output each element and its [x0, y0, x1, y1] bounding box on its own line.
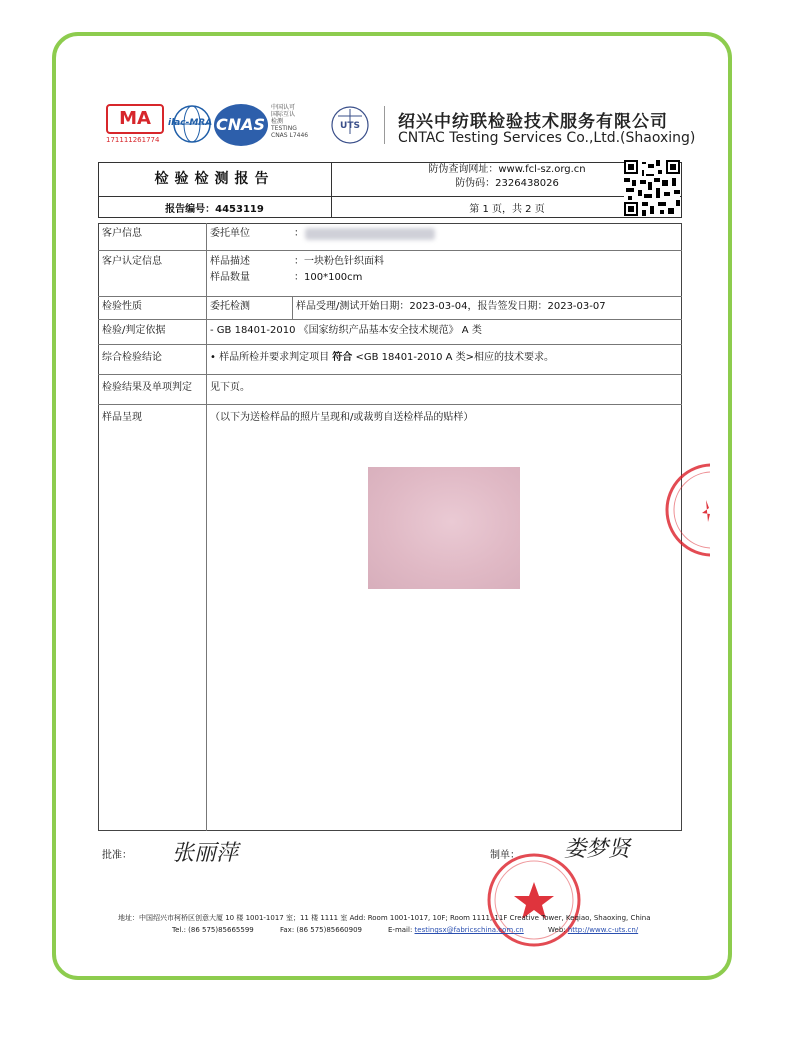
company-name-en: CNTAC Testing Services Co.,Ltd.(Shaoxing) — [398, 130, 696, 146]
cnas-logo: CNAS — [216, 115, 266, 134]
prepare-signature: 娄梦贤 — [564, 837, 631, 862]
sample-photo — [368, 467, 520, 589]
sample-qty-value: ：100*100cm — [294, 272, 363, 283]
web-link[interactable]: http://www.c-uts.cn/ — [567, 926, 639, 934]
sample-presentation-note: （以下为送检样品的照片呈现和/或裁剪自送检样品的贴样） — [210, 412, 474, 423]
nature-label: 检验性质 — [102, 301, 142, 312]
client-unit-field: 委托单位 — [210, 228, 250, 239]
basis-value: - GB 18401-2010 《国家纺织产品基本安全技术规范》 A 类 — [210, 325, 482, 336]
sample-desc-value: ：一块粉色针织面料 — [294, 256, 384, 267]
results-value: 见下页。 — [210, 382, 250, 393]
verify-info: 防伪查询网址：www.fcl-sz.org.cn 防伪码：2326438026 — [428, 164, 586, 189]
cma-logo: MA — [106, 104, 164, 134]
report-title: 检验检测报告 — [154, 171, 275, 187]
company-name-cn: 绍兴中纺联检验技术服务有限公司 — [398, 112, 668, 132]
client-info-label: 客户信息 — [102, 228, 142, 239]
conclusion-value: • 样品所检并要求判定项目 符合 <GB 18401-2010 A 类>相应的技术要求。 — [210, 352, 555, 363]
conclusion-label: 综合检验结论 — [102, 352, 162, 363]
footer-web: Web: http://www.c-uts.cn/ — [548, 926, 639, 934]
client-name-redacted — [305, 228, 435, 240]
sample-qty-field: 样品数量 — [210, 272, 250, 283]
footer-fax: Fax: (86 575)85660909 — [280, 926, 362, 934]
footer-email: E-mail: testingsx@fabricschina.com.cn — [388, 926, 524, 934]
cma-number: 171111261774 — [106, 136, 160, 144]
basis-label: 检验/判定依据 — [102, 325, 166, 336]
approve-signature: 张丽萍 — [172, 841, 239, 866]
confirmed-info-label: 客户认定信息 — [102, 256, 162, 267]
footer-address: 地址：中国绍兴市柯桥区创意大厦 10 楼 1001-1017 室；11 楼 1111 室 Add: Room 1001-1017, 10F; Room 1111, 11F Creative Tower, Keqiao, Shaoxing, China — [118, 914, 651, 922]
qr-code-icon[interactable] — [624, 160, 680, 216]
side-stamp-icon — [662, 460, 710, 560]
uts-logo-icon — [330, 104, 370, 146]
footer-tel: Tel.: (86 575)85665599 — [172, 926, 254, 934]
test-dates: 样品受理/测试开始日期：2023-03-04，报告签发日期：2023-03-07 — [296, 301, 606, 312]
cnas-note: 中国认可 国际互认 检测 TESTING CNAS L7446 — [271, 104, 309, 139]
report-number: 报告编号：4453119 — [165, 204, 264, 215]
approve-label: 批准： — [102, 850, 132, 861]
ilac-logo: ilac-MRA — [168, 118, 213, 128]
client-colon: ： — [294, 228, 304, 239]
email-link[interactable]: testingsx@fabricschina.com.cn — [414, 926, 524, 934]
sample-desc-field: 样品描述 — [210, 256, 250, 267]
page-number: 第 1 页，共 2 页 — [469, 204, 545, 215]
header-separator — [384, 106, 385, 144]
svg-text:UTS: UTS — [340, 121, 360, 131]
nature-value: 委托检测 — [210, 301, 250, 312]
prepare-label: 制单： — [490, 850, 520, 861]
results-label: 检验结果及单项判定 — [102, 382, 192, 393]
sample-presentation-label: 样品呈现 — [102, 412, 142, 423]
